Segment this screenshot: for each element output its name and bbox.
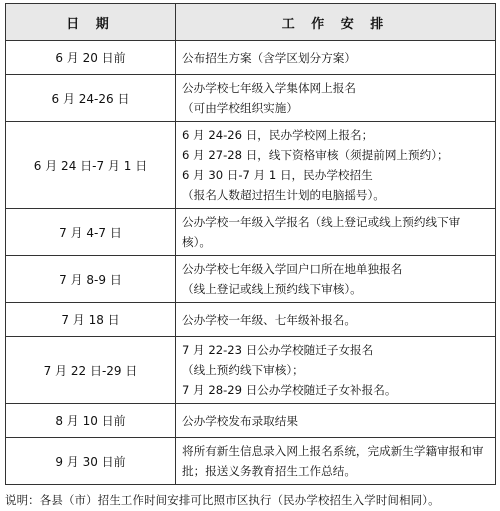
row-date: 7 月 18 日 <box>6 303 176 337</box>
table-row <box>6 337 496 404</box>
row-task <box>176 303 496 337</box>
task-line: 公办学校七年级入学回户口所在地单独报名 <box>182 262 403 276</box>
task-line: 6 月 30 日-7 月 1 日，民办学校招生 <box>182 168 373 182</box>
row-date: 6 月 24-26 日 <box>6 75 176 122</box>
row-date: 8 月 10 日前 <box>6 404 176 438</box>
table-row <box>6 256 496 303</box>
table-row <box>6 75 496 122</box>
header-row <box>6 4 496 41</box>
table-row <box>6 41 496 75</box>
row-task <box>176 256 496 303</box>
row-task <box>176 404 496 438</box>
row-task <box>176 75 496 122</box>
schedule-rows <box>6 41 496 485</box>
row-date: 7 月 22 日-29 日 <box>6 337 176 404</box>
table-row <box>6 303 496 337</box>
schedule-sheet <box>5 3 495 507</box>
task-line: 6 月 24-26 日，民办学校网上报名； <box>182 128 374 142</box>
row-task <box>176 41 496 75</box>
task-line: 公办学校七年级入学集体网上报名 <box>182 81 356 95</box>
row-date: 7 月 8-9 日 <box>6 256 176 303</box>
table-row <box>6 122 496 209</box>
task-line: （可由学校组织实施） <box>182 101 298 115</box>
task-line: 6 月 27-28 日，线下资格审核（须提前网上预约）； <box>182 148 449 162</box>
row-date: 6 月 20 日前 <box>6 41 176 75</box>
task-line: 公办学校发布录取结果 <box>182 413 298 428</box>
table-row <box>6 209 496 256</box>
header-task: 工 作 安 排 <box>176 4 496 41</box>
task-line: （线上登记或线上预约线下审核）。 <box>182 282 362 296</box>
row-task <box>176 438 496 485</box>
task-line: 7 月 28-29 日公办学校随迁子女补报名。 <box>182 383 397 397</box>
task-line: （报名人数超过招生计划的电脑摇号）。 <box>182 188 385 202</box>
row-date: 7 月 4-7 日 <box>6 209 176 256</box>
row-task <box>176 122 496 209</box>
row-date: 9 月 30 日前 <box>6 438 176 485</box>
task-line: （线上预约线下审核）； <box>182 363 304 377</box>
row-task <box>176 337 496 404</box>
task-line: 7 月 22-23 日公办学校随迁子女报名 <box>182 343 374 357</box>
footnote: 说明：各县（市）招生工作时间安排可比照市区执行（民办学校招生入学时间相同）。 <box>5 493 440 507</box>
header-date: 日 期 <box>6 4 176 41</box>
task-line: 将所有新生信息录入网上报名系统，完成新生学籍审报和审批；报送义务教育招生工作总结。 <box>182 444 484 478</box>
row-task <box>176 209 496 256</box>
table-row <box>6 404 496 438</box>
row-date: 6 月 24 日-7 月 1 日 <box>6 122 176 209</box>
schedule-table <box>5 3 496 485</box>
task-line: 公办学校一年级入学报名（线上登记或线上预约线下审核）。 <box>182 215 461 249</box>
table-row <box>6 438 496 485</box>
task-line: 公布招生方案（含学区划分方案） <box>182 50 356 65</box>
task-line: 公办学校一年级、七年级补报名。 <box>182 312 356 327</box>
